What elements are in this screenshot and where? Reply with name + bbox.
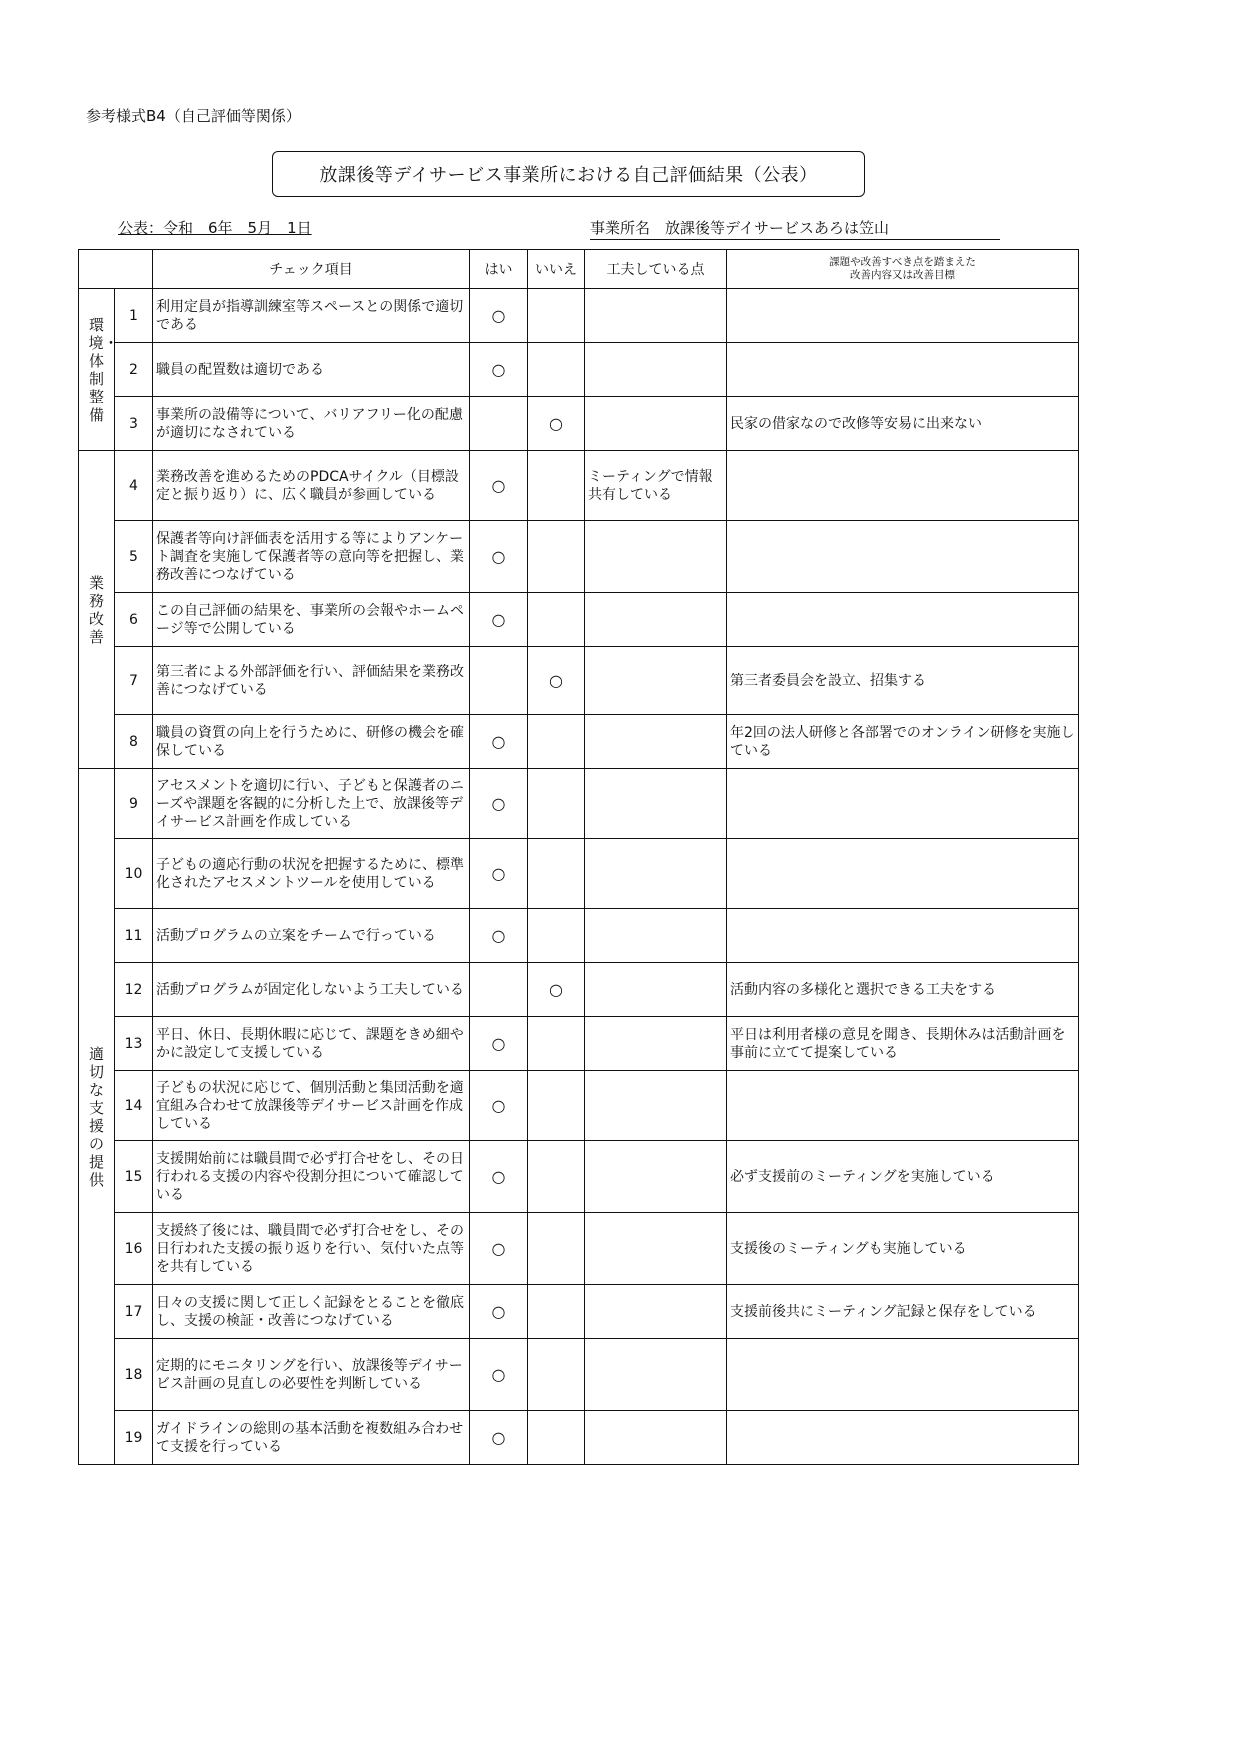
row-number: 17 (115, 1285, 153, 1339)
issues-text: 年2回の法人研修と各部署でのオンライン研修を実施している (727, 715, 1079, 769)
issues-text: 必ず支援前のミーティングを実施している (727, 1141, 1079, 1213)
check-item-text: 職員の配置数は適切である (153, 343, 470, 397)
document-title: 放課後等デイサービス事業所における自己評価結果（公表） (272, 151, 865, 197)
ingenuity-text (585, 909, 727, 963)
self-evaluation-table (78, 249, 1079, 1465)
issues-text (727, 521, 1079, 593)
check-item-text: 活動プログラムの立案をチームで行っている (153, 909, 470, 963)
ingenuity-text (585, 769, 727, 839)
row-number: 19 (115, 1411, 153, 1465)
ingenuity-text (585, 963, 727, 1017)
row-number: 2 (115, 343, 153, 397)
check-item-text: 活動プログラムが固定化しないよう工夫している (153, 963, 470, 1017)
header-issues-line2: 改善内容又は改善目標 (850, 269, 955, 281)
issues-text: 活動内容の多様化と選択できる工夫をする (727, 963, 1079, 1017)
no-mark: ○ (528, 963, 585, 1017)
row-number: 5 (115, 521, 153, 593)
check-item-text: 事業所の設備等について、バリアフリー化の配慮が適切になされている (153, 397, 470, 451)
table-row (79, 397, 1079, 451)
ingenuity-text (585, 647, 727, 715)
issues-text: 支援後のミーティングも実施している (727, 1213, 1079, 1285)
yes-mark (470, 963, 528, 1017)
check-item-text: 子どもの状況に応じて、個別活動と集団活動を適宜組み合わせて放課後等デイサービス計画を作成している (153, 1071, 470, 1141)
no-mark (528, 715, 585, 769)
yes-mark (470, 397, 528, 451)
row-number: 16 (115, 1213, 153, 1285)
row-number: 12 (115, 963, 153, 1017)
check-item-text: ガイドラインの総則の基本活動を複数組み合わせて支援を行っている (153, 1411, 470, 1465)
check-item-text: 保護者等向け評価表を活用する等によりアンケート調査を実施して保護者等の意向等を把握し、業務改善につなげている (153, 521, 470, 593)
issues-text: 民家の借家なので改修等安易に出来ない (727, 397, 1079, 451)
yes-mark: ○ (470, 1071, 528, 1141)
office-name: 放課後等デイサービスあろは笠山 (665, 219, 889, 237)
issues-text (727, 593, 1079, 647)
check-item-text: 定期的にモニタリングを行い、放課後等デイサービス計画の見直しの必要性を判断している (153, 1339, 470, 1411)
row-number: 10 (115, 839, 153, 909)
no-mark (528, 593, 585, 647)
issues-text (727, 769, 1079, 839)
header-no: いいえ (528, 250, 585, 289)
row-number: 6 (115, 593, 153, 647)
check-item-text: 第三者による外部評価を行い、評価結果を業務改善につなげている (153, 647, 470, 715)
no-mark (528, 451, 585, 521)
header-issues (727, 250, 1079, 289)
row-number: 4 (115, 451, 153, 521)
issues-text (727, 289, 1079, 343)
row-number: 13 (115, 1017, 153, 1071)
check-item-text: 支援終了後には、職員間で必ず打合せをし、その日行われた支援の振り返りを行い、気付いた点等を共有している (153, 1213, 470, 1285)
table-row (79, 909, 1079, 963)
yes-mark: ○ (470, 289, 528, 343)
yes-mark: ○ (470, 1285, 528, 1339)
yes-mark: ○ (470, 1339, 528, 1411)
no-mark (528, 1141, 585, 1213)
check-item-text: アセスメントを適切に行い、子どもと保護者のニーズや課題を客観的に分析した上で、放課後等デイサービス計画を作成している (153, 769, 470, 839)
row-number: 3 (115, 397, 153, 451)
no-mark (528, 521, 585, 593)
category-business (79, 451, 115, 769)
issues-text (727, 1411, 1079, 1465)
table-row (79, 769, 1079, 839)
office-info (590, 217, 1000, 240)
table-row (79, 1339, 1079, 1411)
yes-mark: ○ (470, 1411, 528, 1465)
yes-mark: ○ (470, 521, 528, 593)
check-item-text: 業務改善を進めるためのPDCAサイクル（目標設定と振り返り）に、広く職員が参画している (153, 451, 470, 521)
no-mark (528, 769, 585, 839)
ingenuity-text (585, 839, 727, 909)
header-ingenuity: 工夫している点 (585, 250, 727, 289)
check-item-text: 平日、休日、長期休暇に応じて、課題をきめ細やかに設定して支援している (153, 1017, 470, 1071)
issues-text (727, 909, 1079, 963)
yes-mark: ○ (470, 593, 528, 647)
no-mark (528, 1285, 585, 1339)
yes-mark: ○ (470, 343, 528, 397)
table-row (79, 1213, 1079, 1285)
header-row (79, 250, 1079, 289)
office-label: 事業所名 (590, 219, 651, 237)
table-row (79, 343, 1079, 397)
no-mark (528, 1213, 585, 1285)
header-check-item: チェック項目 (153, 250, 470, 289)
ingenuity-text (585, 1017, 727, 1071)
table-row (79, 839, 1079, 909)
no-mark (528, 909, 585, 963)
table-row (79, 1411, 1079, 1465)
no-mark (528, 1411, 585, 1465)
issues-text (727, 839, 1079, 909)
issues-text (727, 451, 1079, 521)
category-environment-label: 環境・体制整備 (88, 315, 119, 424)
yes-mark (470, 647, 528, 715)
issues-text: 第三者委員会を設立、招集する (727, 647, 1079, 715)
row-number: 11 (115, 909, 153, 963)
row-number: 15 (115, 1141, 153, 1213)
yes-mark: ○ (470, 1141, 528, 1213)
header-blank (79, 250, 153, 289)
issues-text: 平日は利用者様の意見を聞き、長期休みは活動計画を事前に立てて提案している (727, 1017, 1079, 1071)
check-item-text: 職員の資質の向上を行うために、研修の機会を確保している (153, 715, 470, 769)
check-item-text: この自己評価の結果を、事業所の会報やホームページ等で公開している (153, 593, 470, 647)
issues-text: 支援前後共にミーティング記録と保存をしている (727, 1285, 1079, 1339)
table-row (79, 593, 1079, 647)
table-row (79, 963, 1079, 1017)
check-item-text: 利用定員が指導訓練室等スペースとの関係で適切である (153, 289, 470, 343)
table-row (79, 1141, 1079, 1213)
no-mark (528, 289, 585, 343)
table-body (79, 289, 1079, 1465)
row-number: 9 (115, 769, 153, 839)
issues-text (727, 1339, 1079, 1411)
ingenuity-text (585, 521, 727, 593)
header-yes: はい (470, 250, 528, 289)
ingenuity-text (585, 1285, 727, 1339)
no-mark: ○ (528, 647, 585, 715)
ingenuity-text (585, 715, 727, 769)
no-mark (528, 343, 585, 397)
check-item-text: 日々の支援に関して正しく記録をとることを徹底し、支援の検証・改善につなげている (153, 1285, 470, 1339)
ingenuity-text (585, 1339, 727, 1411)
table-row (79, 1285, 1079, 1339)
category-business-label: 業務改善 (88, 573, 104, 646)
no-mark (528, 1017, 585, 1071)
check-item-text: 支援開始前には職員間で必ず打合せをし、その日行われる支援の内容や役割分担について確認している (153, 1141, 470, 1213)
no-mark (528, 1339, 585, 1411)
row-number: 18 (115, 1339, 153, 1411)
category-support-label: 適切な支援の提供 (88, 1044, 104, 1189)
row-number: 1 (115, 289, 153, 343)
table-row (79, 451, 1079, 521)
ingenuity-text (585, 289, 727, 343)
ingenuity-text (585, 1071, 727, 1141)
yes-mark: ○ (470, 1017, 528, 1071)
no-mark: ○ (528, 397, 585, 451)
form-reference: 参考様式B4（自己評価等関係） (86, 107, 301, 125)
ingenuity-text: ミーティングで情報共有している (585, 451, 727, 521)
table-row (79, 715, 1079, 769)
ingenuity-text (585, 343, 727, 397)
ingenuity-text (585, 397, 727, 451)
yes-mark: ○ (470, 769, 528, 839)
issues-text (727, 343, 1079, 397)
row-number: 7 (115, 647, 153, 715)
ingenuity-text (585, 1411, 727, 1465)
table-row (79, 521, 1079, 593)
row-number: 8 (115, 715, 153, 769)
check-item-text: 子どもの適応行動の状況を把握するために、標準化されたアセスメントツールを使用している (153, 839, 470, 909)
no-mark (528, 1071, 585, 1141)
yes-mark: ○ (470, 715, 528, 769)
table-row (79, 1017, 1079, 1071)
ingenuity-text (585, 1213, 727, 1285)
row-number: 14 (115, 1071, 153, 1141)
publication-date: 公表：令和 6年 5月 1日 (118, 219, 312, 237)
yes-mark: ○ (470, 451, 528, 521)
header-issues-line1: 課題や改善すべき点を踏まえた (829, 256, 976, 268)
yes-mark: ○ (470, 909, 528, 963)
table-row (79, 647, 1079, 715)
ingenuity-text (585, 593, 727, 647)
yes-mark: ○ (470, 839, 528, 909)
ingenuity-text (585, 1141, 727, 1213)
category-support (79, 769, 115, 1465)
yes-mark: ○ (470, 1213, 528, 1285)
table-row (79, 289, 1079, 343)
no-mark (528, 839, 585, 909)
category-environment (79, 289, 119, 451)
issues-text (727, 1071, 1079, 1141)
table-row (79, 1071, 1079, 1141)
